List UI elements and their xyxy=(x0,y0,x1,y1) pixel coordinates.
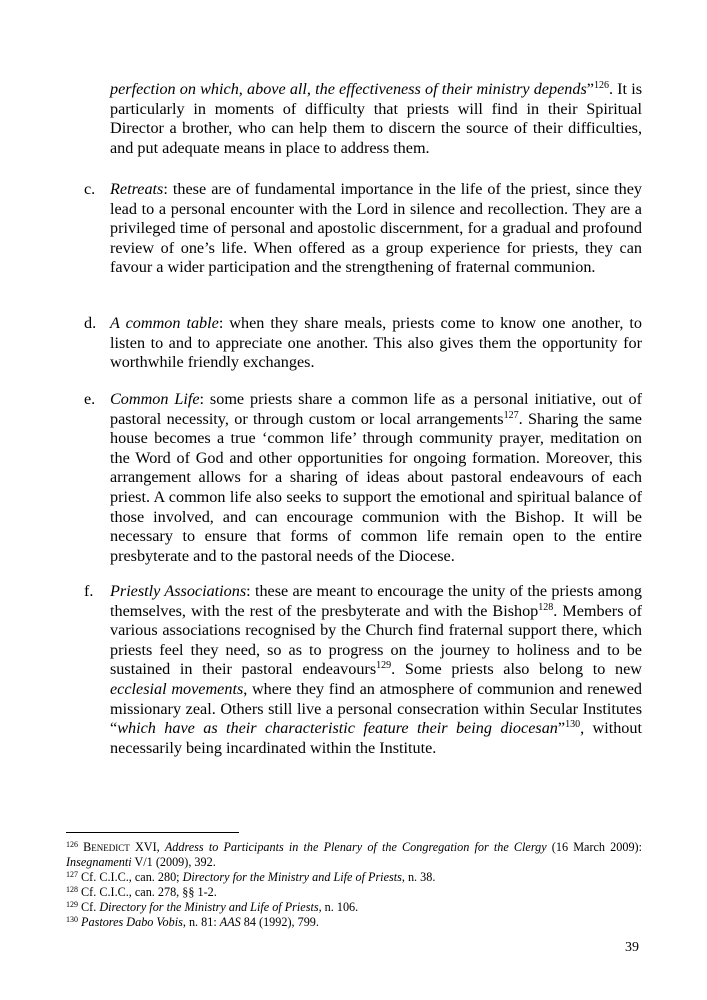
footnote-128: $^{128}$ Cf. C.I.C., can. 278, §§ 1-2. xyxy=(66,885,217,899)
list-marker: d. xyxy=(84,314,97,332)
footnote-126: $^{126}$ Benedict XVI, Address to Participants in the Plenary of the Congregation for the Clergy (16 March 2009): Insegnamenti V/1 (2009), 392. xyxy=(66,840,642,869)
footnote-ref-126[interactable]: 126 xyxy=(593,80,609,91)
footnotes xyxy=(66,840,642,930)
list-marker: e. xyxy=(84,390,96,408)
list-marker: f. xyxy=(84,582,94,600)
item-title: Priestly Associations xyxy=(110,582,247,600)
item-title: Retreats xyxy=(110,180,164,198)
list-item-common-table: d. A common table: when they share meals, priests come to know one another, to listen to and to appreciate one another. This also gives them the opportunity for worthwhile friendly exchanges. xyxy=(84,314,642,372)
intro-italic: perfection on which, above all, the effectiveness of their ministry depends xyxy=(110,80,587,98)
item-title: A common table xyxy=(110,314,219,332)
footnote-ref-128[interactable]: 128 xyxy=(538,601,554,613)
list-item-retreats: c. Retreats: these are of fundamental importance in the life of the priest, since they lead to a personal encounter with the Lord in silence and recollection. They are a privileged time of personal and apostolic discernment, for a gradual and profound review of one’s life. When offered as a group experience for priests, they can favour a wider participation and the strengthening of fraternal communion. xyxy=(84,180,642,277)
footnote-ref-129[interactable]: 129 xyxy=(376,660,392,672)
footnote-ref-130[interactable]: 130 xyxy=(565,719,581,731)
footnote-127: $^{127}$ Cf. C.I.C., can. 280; Directory for the Ministry and Life of Priests, n. 38. xyxy=(66,870,436,884)
list-item-priestly-associations: f. Priestly Associations: these are meant to encourage the unity of the priests among themselves, with the rest of the presbyterate and with the Bishop$^{128}$. Members of various associations recognised by the Church find fraternal support there, which priests feel they need, so as to progress on the journey to holiness and to be sustained in their pastoral endeavours$^{129}$. Some priests also belong to new ecclesial movements, where they find an atmosphere of communion and renewed missionary zeal. Others still live a personal consecration within Secular Institutes “which have as their characteristic feature their being diocesan”$^{130}$, without necessarily being incardinated within the Institute. xyxy=(84,582,642,757)
list-marker: c. xyxy=(84,180,96,198)
footnote-separator xyxy=(66,832,239,833)
page-number: 39 xyxy=(625,940,639,955)
list-item-common-life: e. Common Life: some priests share a common life as a personal initiative, out of pastoral necessity, or through custom or local arrangements$^{127}$. Sharing the same house becomes a true ‘common life’ through community prayer, meditation on the Word of God and other opportunities for ongoing formation. Moreover, this arrangement allows for a sharing of ideas about pastoral endeavours of each priest. A common life also seeks to support the emotional and spiritual balance of those involved, and can encourage communion with the Bishop. It will be necessary to ensure that forms of common life remain open to the entire presbyterate and to the pastoral needs of the Diocese. xyxy=(84,390,642,565)
footnote-130: $^{130}$ Pastores Dabo Vobis, n. 81: AAS 84 (1992), 799. xyxy=(66,915,319,929)
intro-paragraph: perfection on which, above all, the effectiveness of their ministry depends”$^{126}$. It is particularly in moments of difficulty that priests will find in their Spiritual Director a brother, who can help them to discern the source of their difficulties, and put adequate means in place to address them. xyxy=(110,80,643,157)
footnote-129: $^{129}$ Cf. Directory for the Ministry and Life of Priests, n. 106. xyxy=(66,900,359,914)
footnote-ref-127[interactable]: 127 xyxy=(503,409,519,421)
item-title: Common Life xyxy=(110,390,200,408)
